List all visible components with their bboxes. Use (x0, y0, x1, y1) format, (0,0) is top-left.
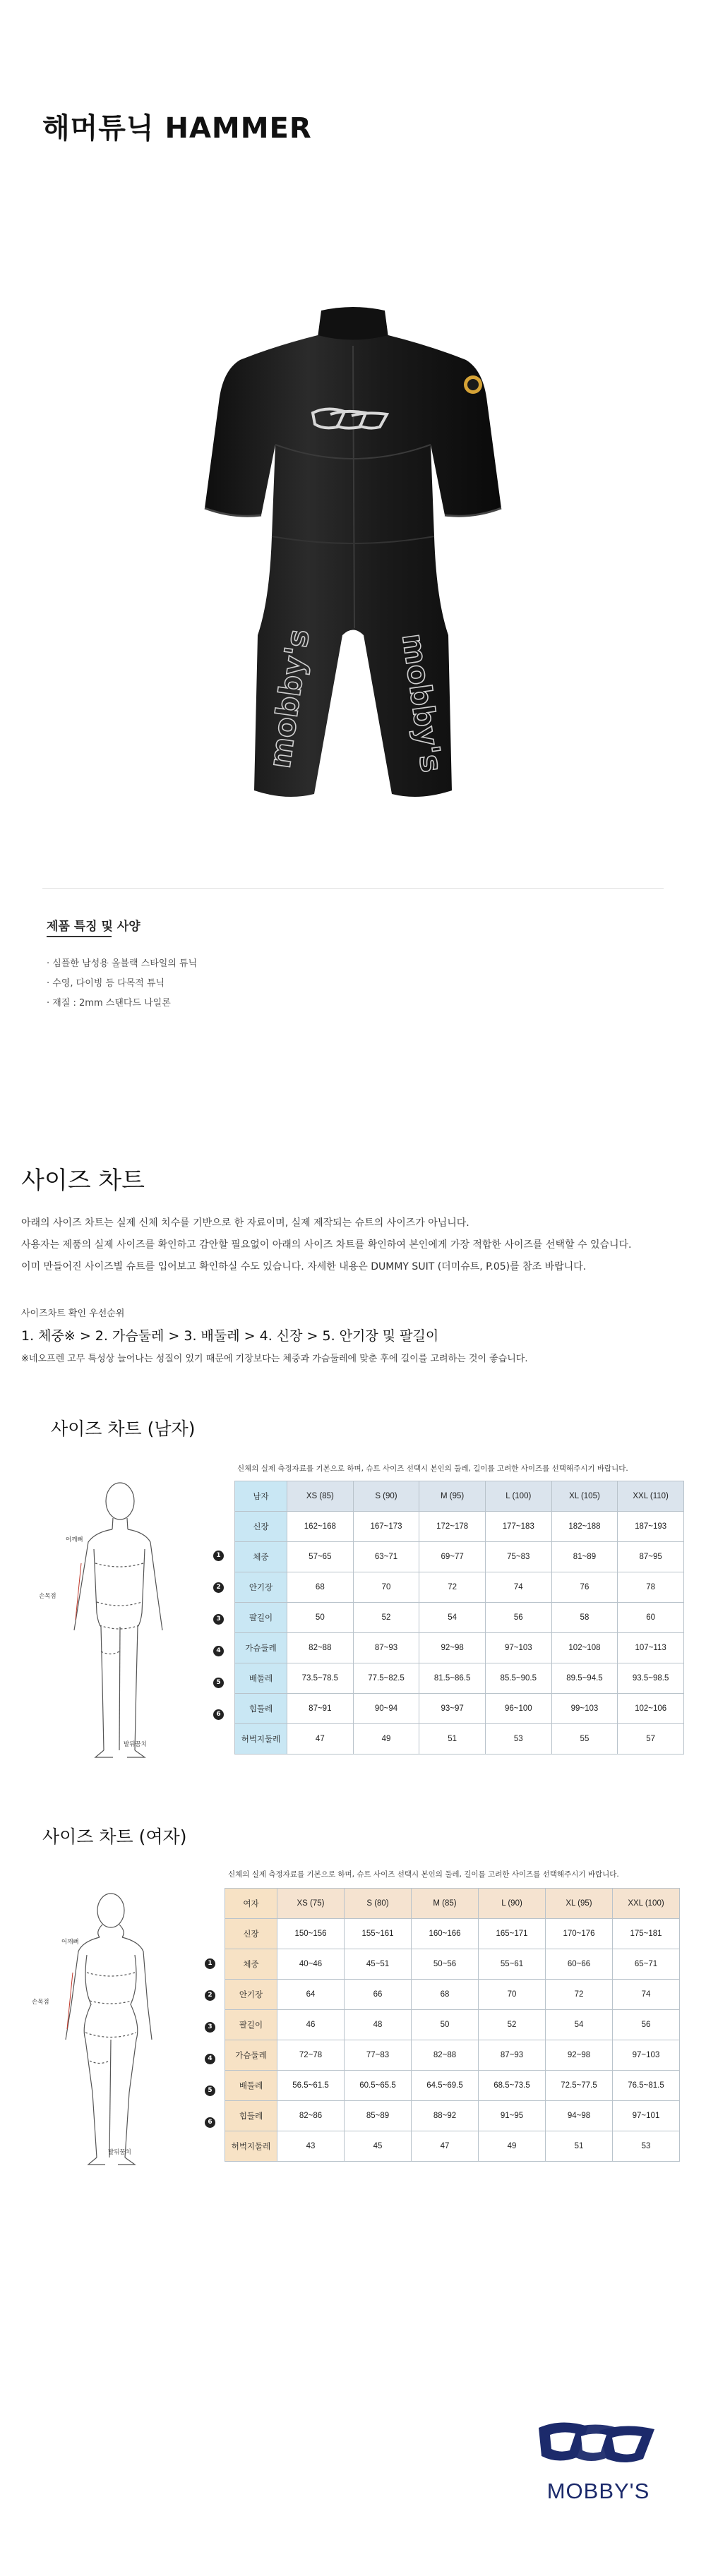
bullet-badge: 1 (205, 1958, 215, 1969)
table-cell: 40~46 (277, 1949, 345, 1980)
size-chart-intro (21, 1212, 632, 1278)
table-cell: 68 (412, 1980, 479, 2010)
figure-label: 어깨뼈 (61, 1939, 79, 1946)
table-row (225, 2101, 680, 2131)
figure-label: 손목점 (39, 1593, 56, 1600)
table-cell: 75~83 (485, 1542, 551, 1572)
table-cell: 70 (479, 1980, 546, 2010)
figure-label: 발뒤꿈치 (108, 2149, 131, 2156)
mobbys-logo (526, 2414, 671, 2512)
svg-text:mobby's: mobby's (395, 631, 450, 775)
table-cell: 64.5~69.5 (412, 2071, 479, 2101)
table-cell: 53 (613, 2131, 680, 2162)
table-cell: 160~166 (412, 1919, 479, 1949)
priority-label: 사이즈차트 확인 우선순위 (21, 1308, 125, 1319)
table-cell: 74 (485, 1572, 551, 1603)
features-title-underline (47, 936, 112, 937)
table-row (235, 1724, 684, 1755)
section-divider (42, 888, 664, 889)
figure-label: 어깨뼈 (66, 1536, 83, 1543)
table-header-row (235, 1481, 684, 1512)
table-cell: 165~171 (479, 1919, 546, 1949)
table-cell: 150~156 (277, 1919, 345, 1949)
row-label: 안기장 (225, 1980, 277, 2010)
male-chart-title: 사이즈 차트 (남자) (51, 1419, 196, 1439)
table-cell: 87~91 (287, 1694, 354, 1724)
male-chart-note: 신체의 실제 측정자료를 기본으로 하며, 슈트 사이즈 선택시 본인의 둘레, 길이를 고려한 사이즈를 선택해주시기 바랍니다. (237, 1464, 628, 1473)
bullet-badge: 3 (205, 2022, 215, 2033)
table-cell: 73.5~78.5 (287, 1663, 354, 1694)
table-cell: 102~108 (551, 1633, 618, 1663)
row-label: 허벅지둘레 (225, 2131, 277, 2162)
table-cell: 102~106 (618, 1694, 684, 1724)
table-cell: 70 (353, 1572, 419, 1603)
table-row (235, 1633, 684, 1663)
size-header: XS (85) (287, 1481, 354, 1512)
table-cell: 51 (419, 1724, 486, 1755)
female-bullets (205, 1958, 215, 2191)
table-cell: 182~188 (551, 1512, 618, 1542)
table-cell: 49 (479, 2131, 546, 2162)
table-row (235, 1512, 684, 1542)
table-corner: 남자 (235, 1481, 287, 1512)
table-cell: 63~71 (353, 1542, 419, 1572)
table-cell: 64 (277, 1980, 345, 2010)
table-cell: 170~176 (546, 1919, 613, 1949)
features-title: 제품 특징 및 사양 (47, 920, 140, 934)
table-cell: 50~56 (412, 1949, 479, 1980)
bullet-badge: 2 (205, 1990, 215, 2001)
table-cell: 94~98 (546, 2101, 613, 2131)
wetsuit-image (191, 303, 515, 847)
table-cell: 82~86 (277, 2101, 345, 2131)
table-cell: 93.5~98.5 (618, 1663, 684, 1694)
feature-item: · 심플한 남성용 올블랙 스타일의 튜닉 (47, 958, 198, 969)
size-chart-title: 사이즈 차트 (21, 1167, 145, 1195)
table-cell: 97~103 (613, 2040, 680, 2071)
table-cell: 72~78 (277, 2040, 345, 2071)
table-cell: 76 (551, 1572, 618, 1603)
table-cell: 155~161 (345, 1919, 412, 1949)
table-cell: 60.5~65.5 (345, 2071, 412, 2101)
bullet-badge: 1 (213, 1551, 224, 1561)
row-label: 허벅지둘레 (235, 1724, 287, 1755)
table-cell: 56 (613, 2010, 680, 2040)
priority-order: 1. 체중※ > 2. 가슴둘레 > 3. 배둘레 > 4. 신장 > 5. 안기장 및 팔길이 (21, 1328, 439, 1344)
bullet-badge: 3 (213, 1614, 224, 1625)
table-cell: 57~65 (287, 1542, 354, 1572)
table-header-row (225, 1889, 680, 1919)
bullet-badge: 6 (205, 2117, 215, 2128)
size-header: XS (75) (277, 1889, 345, 1919)
table-cell: 82~88 (287, 1633, 354, 1663)
table-cell: 87~93 (353, 1633, 419, 1663)
table-cell: 46 (277, 2010, 345, 2040)
table-cell: 107~113 (618, 1633, 684, 1663)
feature-item: · 재질 : 2mm 스탠다드 나일론 (47, 998, 171, 1009)
size-header: M (95) (419, 1481, 486, 1512)
size-header: L (90) (479, 1889, 546, 1919)
table-cell: 72.5~77.5 (546, 2071, 613, 2101)
intro-line: 사용자는 제품의 실제 사이즈를 확인하고 감안할 필요없이 아래의 사이즈 차트를 확인하여 본인에게 가장 적합한 사이즈를 선택할 수 있습니다. (21, 1239, 632, 1251)
table-cell: 47 (287, 1724, 354, 1755)
female-body-figure (32, 1881, 166, 2177)
row-label: 팔길이 (235, 1603, 287, 1633)
bullet-badge: 4 (213, 1646, 224, 1656)
table-cell: 88~92 (412, 2101, 479, 2131)
row-label: 가슴둘레 (225, 2040, 277, 2071)
table-cell: 93~97 (419, 1694, 486, 1724)
table-cell: 54 (546, 2010, 613, 2040)
table-cell: 96~100 (485, 1694, 551, 1724)
table-cell: 97~103 (485, 1633, 551, 1663)
table-cell: 162~168 (287, 1512, 354, 1542)
table-cell: 81.5~86.5 (419, 1663, 486, 1694)
table-cell: 69~77 (419, 1542, 486, 1572)
table-cell: 60 (618, 1603, 684, 1633)
table-row (225, 1919, 680, 1949)
table-cell: 76.5~81.5 (613, 2071, 680, 2101)
table-cell: 45 (345, 2131, 412, 2162)
table-cell: 53 (485, 1724, 551, 1755)
table-cell: 90~94 (353, 1694, 419, 1724)
table-cell: 60~66 (546, 1949, 613, 1980)
table-cell: 66 (345, 1980, 412, 2010)
bullet-badge: 2 (213, 1582, 224, 1593)
table-cell: 97~101 (613, 2101, 680, 2131)
row-label: 배둘레 (225, 2071, 277, 2101)
table-cell: 167~173 (353, 1512, 419, 1542)
table-row (235, 1694, 684, 1724)
table-cell: 77.5~82.5 (353, 1663, 419, 1694)
size-chart-note: ※네오프렌 고무 특성상 늘어나는 성질이 있기 때문에 기장보다는 체중과 가슴둘레에 맞춘 후에 길이를 고려하는 것이 좋습니다. (21, 1354, 528, 1364)
intro-line: 아래의 사이즈 차트는 실제 신체 치수를 기반으로 한 자료이며, 실제 제작되는 슈트의 사이즈가 아닙니다. (21, 1217, 469, 1229)
table-row (225, 1949, 680, 1980)
table-cell: 50 (412, 2010, 479, 2040)
bullet-badge: 5 (205, 2086, 215, 2096)
table-cell: 187~193 (618, 1512, 684, 1542)
table-cell: 52 (353, 1603, 419, 1633)
table-cell: 72 (419, 1572, 486, 1603)
female-size-table (225, 1888, 680, 2162)
table-cell: 50 (287, 1603, 354, 1633)
table-cell: 65~71 (613, 1949, 680, 1980)
size-header: XXL (100) (613, 1889, 680, 1919)
table-cell: 43 (277, 2131, 345, 2162)
row-label: 힙둘레 (225, 2101, 277, 2131)
table-cell: 52 (479, 2010, 546, 2040)
table-cell: 177~183 (485, 1512, 551, 1542)
table-cell: 175~181 (613, 1919, 680, 1949)
table-cell: 99~103 (551, 1694, 618, 1724)
table-cell: 56.5~61.5 (277, 2071, 345, 2101)
row-label: 배둘레 (235, 1663, 287, 1694)
row-label: 체중 (225, 1949, 277, 1980)
female-chart-title: 사이즈 차트 (여자) (42, 1826, 187, 1847)
table-cell: 54 (419, 1603, 486, 1633)
svg-text:mobby's: mobby's (262, 627, 316, 771)
row-label: 팔길이 (225, 2010, 277, 2040)
row-label: 신장 (225, 1919, 277, 1949)
table-cell: 78 (618, 1572, 684, 1603)
male-bullets (213, 1551, 224, 1783)
table-cell: 172~178 (419, 1512, 486, 1542)
row-label: 신장 (235, 1512, 287, 1542)
table-cell: 74 (613, 1980, 680, 2010)
male-size-table (234, 1481, 684, 1755)
size-header: S (90) (353, 1481, 419, 1512)
size-header: S (80) (345, 1889, 412, 1919)
brand-name: MOBBY'S (546, 2479, 650, 2503)
table-cell: 48 (345, 2010, 412, 2040)
table-cell: 92~98 (419, 1633, 486, 1663)
size-header: M (85) (412, 1889, 479, 1919)
table-row (235, 1663, 684, 1694)
table-cell: 92~98 (546, 2040, 613, 2071)
bullet-badge: 4 (205, 2054, 215, 2064)
size-header: XL (95) (546, 1889, 613, 1919)
table-cell: 45~51 (345, 1949, 412, 1980)
figure-label: 발뒤꿈치 (124, 1741, 147, 1748)
male-body-figure (39, 1471, 173, 1768)
table-row (225, 2010, 680, 2040)
table-cell: 49 (353, 1724, 419, 1755)
bullet-badge: 5 (213, 1678, 224, 1688)
table-cell: 91~95 (479, 2101, 546, 2131)
row-label: 체중 (235, 1542, 287, 1572)
features-list (47, 954, 197, 1013)
table-row (235, 1572, 684, 1603)
table-cell: 57 (618, 1724, 684, 1755)
size-header: XXL (110) (618, 1481, 684, 1512)
table-cell: 47 (412, 2131, 479, 2162)
row-label: 가슴둘레 (235, 1633, 287, 1663)
table-row (235, 1542, 684, 1572)
table-cell: 68.5~73.5 (479, 2071, 546, 2101)
table-cell: 89.5~94.5 (551, 1663, 618, 1694)
table-row (225, 2040, 680, 2071)
table-cell: 77~83 (345, 2040, 412, 2071)
table-cell: 87~95 (618, 1542, 684, 1572)
table-cell: 68 (287, 1572, 354, 1603)
feature-item: · 수영, 다이빙 등 다목적 튜닉 (47, 978, 165, 989)
mobbys-logo-icon (526, 2414, 671, 2477)
table-cell: 72 (546, 1980, 613, 2010)
table-cell: 58 (551, 1603, 618, 1633)
table-row (225, 1980, 680, 2010)
table-cell: 85~89 (345, 2101, 412, 2131)
intro-line: 이미 만들어진 사이즈별 슈트를 입어보고 확인하실 수도 있습니다. 자세한 내용은 DUMMY SUIT (더미슈트, P.05)를 참조 바랍니다. (21, 1261, 587, 1272)
table-cell: 85.5~90.5 (485, 1663, 551, 1694)
table-row (225, 2071, 680, 2101)
size-header: XL (105) (551, 1481, 618, 1512)
female-chart-note: 신체의 실제 측정자료를 기본으로 하며, 슈트 사이즈 선택시 본인의 둘레, 길이를 고려한 사이즈를 선택해주시기 바랍니다. (228, 1870, 619, 1879)
table-row (225, 2131, 680, 2162)
table-cell: 81~89 (551, 1542, 618, 1572)
table-cell: 56 (485, 1603, 551, 1633)
row-label: 안기장 (235, 1572, 287, 1603)
product-title: 해머튜닉 HAMMER (42, 112, 312, 145)
figure-label: 손목점 (32, 1999, 49, 2006)
table-corner: 여자 (225, 1889, 277, 1919)
table-cell: 87~93 (479, 2040, 546, 2071)
bullet-badge: 6 (213, 1709, 224, 1720)
table-cell: 55~61 (479, 1949, 546, 1980)
table-cell: 82~88 (412, 2040, 479, 2071)
table-row (235, 1603, 684, 1633)
table-cell: 55 (551, 1724, 618, 1755)
size-header: L (100) (485, 1481, 551, 1512)
row-label: 힙둘레 (235, 1694, 287, 1724)
table-cell: 51 (546, 2131, 613, 2162)
